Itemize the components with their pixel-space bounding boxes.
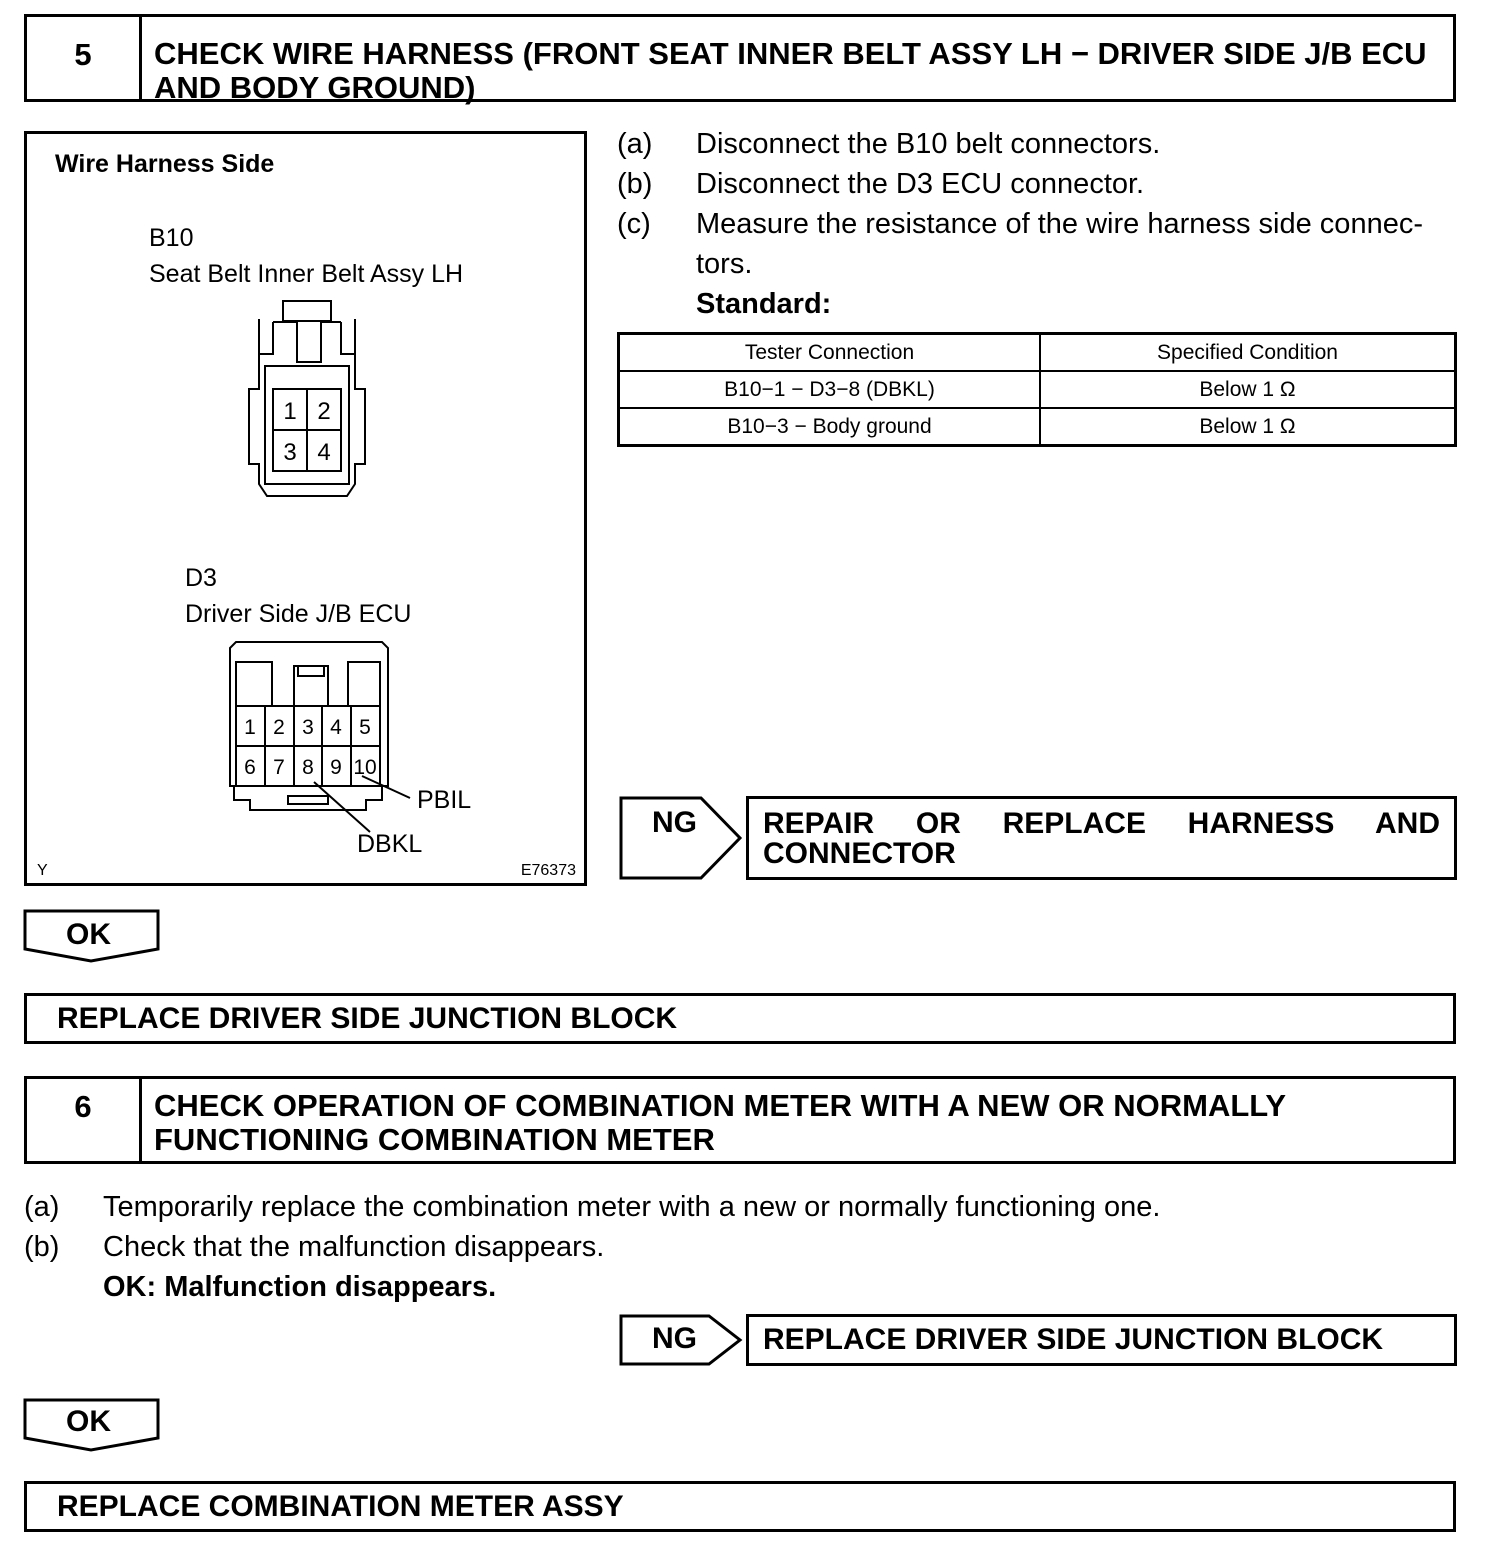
d3-name: Driver Side J/B ECU	[185, 600, 412, 628]
standard-label: Standard:	[696, 288, 832, 320]
table-row	[619, 371, 1456, 408]
d3-pin-8: 8	[302, 756, 314, 779]
b10-pin-1: 1	[283, 398, 297, 425]
b10-connector-diagram	[237, 294, 377, 506]
ok-label: OK	[66, 1405, 111, 1438]
dbkl-label: DBKL	[357, 830, 423, 858]
step-number: 5	[27, 17, 142, 99]
ng-label: NG	[652, 1322, 697, 1355]
d3-pin-3: 3	[302, 716, 314, 739]
instruction-label: (a)	[24, 1191, 60, 1223]
instruction-text: Disconnect the B10 belt connectors.	[696, 128, 1161, 160]
step-title: CHECK WIRE HARNESS (FRONT SEAT INNER BELT ASSY LH − DRIVER SIDE J/B ECU AND BODY GROUND)	[154, 36, 1427, 105]
d3-connector-diagram	[222, 636, 592, 851]
instruction-a	[24, 1187, 1464, 1227]
instruction-label: (b)	[617, 168, 653, 200]
instruction-c	[617, 204, 1467, 244]
d3-code: D3	[185, 564, 217, 592]
step-title: CHECK OPERATION OF COMBINATION METER WITH A NEW OR NORMALLY FUNCTIONING COMBINATION METER	[154, 1088, 1286, 1157]
table-cell: B10−3 − Body ground	[619, 408, 1041, 446]
d3-pin-2: 2	[273, 716, 285, 739]
instruction-b	[24, 1227, 1464, 1267]
table-row	[619, 408, 1456, 446]
ng-result-line-2: CONNECTOR	[763, 837, 956, 870]
figure-id: E76373	[520, 862, 576, 879]
instruction-label: (b)	[24, 1231, 60, 1263]
ok-criterion: OK: Malfunction disappears.	[103, 1271, 497, 1303]
instruction-text: Temporarily replace the combination meter with a new or normally functioning one.	[103, 1191, 1161, 1223]
instruction-b	[617, 164, 1467, 204]
figure-corner-mark: Y	[37, 862, 48, 879]
d3-pin-7: 7	[273, 756, 285, 779]
d3-pin-5: 5	[359, 716, 371, 739]
spec-table	[617, 332, 1457, 447]
d3-pin-6: 6	[244, 756, 256, 779]
ok-result-box: REPLACE DRIVER SIDE JUNCTION BLOCK	[24, 993, 1456, 1044]
step-5-header	[24, 14, 1456, 105]
instruction-text: Disconnect the D3 ECU connector.	[696, 168, 1145, 200]
table-header-row	[619, 334, 1456, 372]
ng-result-box	[746, 796, 1457, 880]
d3-pin-1: 1	[244, 716, 256, 739]
table-header: Specified Condition	[1040, 334, 1456, 372]
pbil-label: PBIL	[417, 786, 472, 814]
b10-code: B10	[149, 224, 194, 252]
ng-label: NG	[652, 806, 697, 839]
b10-pin-4: 4	[317, 439, 331, 466]
step-number: 6	[27, 1079, 142, 1161]
ng-result-box: REPLACE DRIVER SIDE JUNCTION BLOCK	[746, 1314, 1457, 1366]
step-5-instructions	[617, 124, 1467, 324]
instruction-continuation: tors.	[696, 248, 753, 280]
instruction-label: (c)	[617, 208, 651, 240]
b10-pin-2: 2	[317, 398, 331, 425]
instruction-label: (a)	[617, 128, 653, 160]
d3-pin-4: 4	[330, 716, 342, 739]
table-header: Tester Connection	[619, 334, 1041, 372]
instruction-text: Check that the malfunction disappears.	[103, 1231, 605, 1263]
table-cell: Below 1 Ω	[1040, 408, 1456, 446]
table-cell: Below 1 Ω	[1040, 371, 1456, 408]
table-cell: B10−1 − D3−8 (DBKL)	[619, 371, 1041, 408]
b10-pin-3: 3	[283, 439, 297, 466]
ok-label: OK	[66, 918, 111, 951]
step-6-instructions	[24, 1187, 1464, 1307]
connector-figure	[24, 131, 587, 886]
instruction-a	[617, 124, 1467, 164]
b10-name: Seat Belt Inner Belt Assy LH	[149, 260, 464, 288]
instruction-text: Measure the resistance of the wire harness side connec-	[696, 208, 1423, 240]
d3-pin-9: 9	[330, 756, 342, 779]
ok-result-box: REPLACE COMBINATION METER ASSY	[24, 1481, 1456, 1532]
figure-heading: Wire Harness Side	[55, 150, 275, 178]
step-6-header	[24, 1076, 1456, 1164]
d3-pin-10: 10	[353, 756, 377, 779]
ng-result-line-1: REPAIR OR REPLACE HARNESS AND	[763, 807, 1440, 840]
